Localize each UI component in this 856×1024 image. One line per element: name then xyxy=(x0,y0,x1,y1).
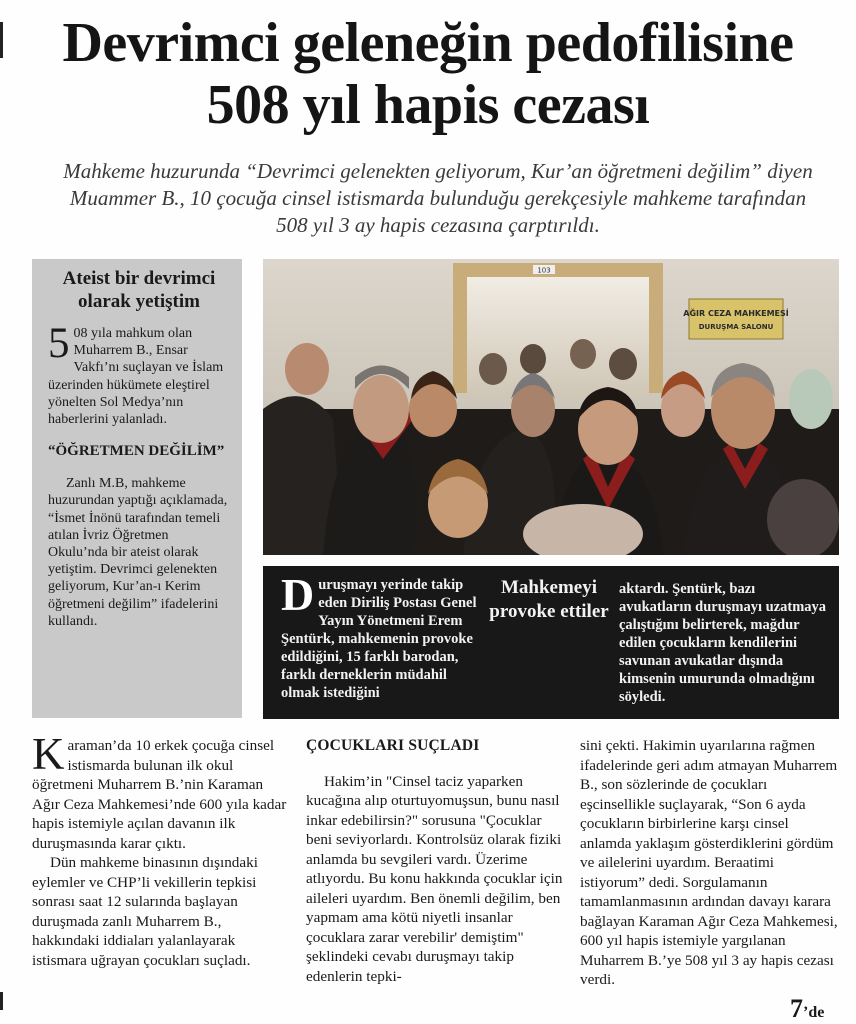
sidebar-subheading: “ÖĞRETMEN DEĞİLİM” xyxy=(48,443,225,460)
sidebar-paragraph-2: Zanlı M.B, mahkeme huzurundan yaptığı açıklamada, “İsmet İnönü tarafından temeli atılan İvriz Öğretmen Okulu’nda bir ateist olarak yetiştim. Devrimci gelenekten geliyorum, Kur’an-ı Kerim öğretmeni değilim” ifadelerini kullandı. xyxy=(48,476,228,629)
sidebar-paragraph-1-text: 08 yıla mahkum olan Muharrem B., Ensar Vakfı’nı suçlayan ve İslam üzerinden hükümete eleştirel yönelten Sol Medya’nın haberlerini yalanladı. xyxy=(48,326,224,428)
provocation-box xyxy=(263,566,839,719)
provocation-left-text: uruşmayı yerinde takip eden Diriliş Postası Genel Yayın Yönetmeni Erem Şentürk, mahkemenin provoke edildiğini, 15 farklı barodan, farklı derneklerin müdahil olmak istediğini xyxy=(281,577,477,701)
headline xyxy=(0,12,856,136)
page-reference-suffix: ’de xyxy=(803,1004,825,1021)
column-3-paragraph-1: sini çekti. Hakimin uyarılarına rağmen ifadelerinde geri adım atmayan Muharrem B., son sözlerinde de çocukları eşcinsellikle suçlayarak, “Son 6 ayda çocukların birbirlerine karşı cinsel anlamda yaklaşım gösterdiklerini gördüm ve ailelerini uyardım. Beraatimi istiyorum” dedi. Sorgulamanın tamamlanmasının ardından davayı karara bağlayan Karaman Ağır Ceza Mahkemesi, 600 yıl hapis istemiyle yargılanan Muharrem B.’ye 508 yıl 3 ay hapis cezası verdi. xyxy=(580,737,838,988)
column-1-paragraph-2: Dün mahkeme binasının dışındaki eylemler ve CHP’li vekillerin tepkisi sonrası saat 12 sularında başlayan duruşmada zanlı Muharrem B., hakkındaki iddiaları yalanlayarak istismara uğrayan çocukları suçladı. xyxy=(32,854,258,969)
sidebar-box xyxy=(32,259,242,718)
page-edge-mark-bottom xyxy=(0,992,3,1010)
headline-line-1: Devrimci geleneğin pedofilisine xyxy=(62,12,794,74)
provocation-right-text: aktardı. Şentürk, bazı avukatların duruşmayı uzatmaya çalıştığını belirterek, mağdur edilen çocukların kendilerini savunan avukatlar dışında kimsenin umurunda olmadığını söyledi. xyxy=(619,581,827,705)
courtroom-photo-illustration xyxy=(263,259,839,555)
sidebar-paragraph-1 xyxy=(48,320,230,428)
column-1-dropcap: K xyxy=(32,729,65,779)
page-reference-number: 7 xyxy=(790,994,803,1023)
courtroom-photo xyxy=(263,259,839,555)
deck-summary: Mahkeme huzurunda “Devrimci gelenekten geliyorum, Kur’an öğretmeni değilim” diyen Muammer B., 10 çocuğa cinsel istismarda bulunduğu gerekçesiyle mahkeme tarafından 508 yıl 3 ay hapis cezasına çarptırıldı. xyxy=(63,159,813,237)
article-column-3 xyxy=(580,736,842,990)
column-1-paragraph-1 xyxy=(32,729,290,853)
page-reference xyxy=(790,994,824,1024)
sidebar-dropcap: 5 xyxy=(48,320,70,367)
provocation-dropcap: D xyxy=(281,569,315,620)
article-column-1 xyxy=(32,729,290,970)
column-2-heading: ÇOCUKLARI SUÇLADI xyxy=(306,737,480,754)
column-2-paragraph-1: Hakim’in "Cinsel taciz yaparken kucağına alıp oturtuyomuşsun, bunu nasıl inkar edebilirsin?" sorusuna "Çocuklar beni seviyorlardı. Kontrolsüz olarak fiziki anlamda bu sevgileri vardı. Üzerime atlıyordu. Bu konu hakkında çocuklar için aileleri uyardım. Ben önemli değilim, ben yapmam ama kötü niyetli insanlar çocuklara zarar verebilir' demiştim" şeklindeki cevabı duruşmayı takip edenlerin tepki- xyxy=(306,772,563,985)
courtroom-sign xyxy=(689,299,783,339)
column-1-paragraph-1-text: araman’da 10 erkek çocuğa cinsel istismarda bulunan ilk okul öğretmeni Muharrem B.’nin Karaman Ağır Ceza Mahkemesi’nde 600 yıla kadar hapis istemiyle açılan davanın ilk duruşmasında karar çıktı. xyxy=(32,737,287,852)
courtroom-sign-line-1: AĞIR CEZA MAHKEMESİ xyxy=(683,309,789,318)
provocation-box-left xyxy=(281,569,481,702)
sidebar-heading: Ateist bir devrimci olarak yetiştim xyxy=(62,268,216,312)
headline-line-2: 508 yıl hapis cezası xyxy=(206,74,650,136)
provocation-title: Mahkemeyi provoke ettiler xyxy=(489,577,609,622)
article-column-2 xyxy=(306,736,564,986)
door-number: 103 xyxy=(537,266,551,275)
courtroom-sign-line-2: DURUŞMA SALONU xyxy=(698,323,774,331)
